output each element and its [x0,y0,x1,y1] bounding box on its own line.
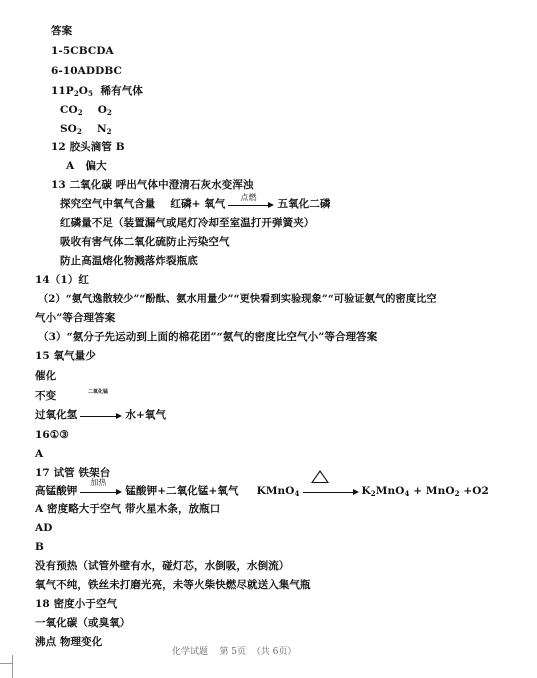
reaction-condition: 点燃 [240,193,257,202]
subscript: 5 [88,89,94,98]
subscript: 2 [106,127,112,136]
text-run: SO [60,123,77,135]
page-corner-mark [12,655,13,678]
reaction-arrow [80,478,122,498]
answer-line-13-d: 吸收有害气体二氧化硫防止污染空气 [60,236,230,248]
answer-line-18-c: 沸点 物理变化 [35,636,103,648]
answer-heading: 答案 [51,25,73,37]
text-run: 高锰酸钾 [35,485,78,497]
answer-line-12: 12 胶头滴管 B [51,141,125,153]
answer-line-13-e: 防止高温熔化物溅落炸裂瓶底 [60,255,198,267]
text-run: KMnO [256,485,295,497]
text-run: + MnO [409,485,455,497]
reaction-arrow [303,484,359,498]
answer-line-13: 13 二氧化碳 呼出气体中澄清石灰水变浑浊 [51,179,254,191]
answer-line-17: 17 试管 铁架台 [35,467,111,479]
answer-line-15: 15 氧气量少 [35,350,96,362]
answer-line-14-2: （2）“氨气逸散较少”“酚酞、氨水用量少”“更快看到实验现象”“可验证氨气的密度比空 [38,293,437,305]
text-run: +O2 [459,485,489,497]
text-run: 水+氧气 [125,409,167,421]
answer-line-11 [51,84,143,101]
answer-line-6-10: 6-10ADDBC [51,65,122,77]
subscript: 2 [370,489,376,498]
text-run: 11P [51,85,74,97]
answer-line-15-b: 催化 [35,370,57,382]
text-run: N [81,123,107,135]
catalyst-note: 二氧化锰 [88,389,109,395]
answer-line-17-d: B [35,541,44,553]
text-run: CO [60,104,78,116]
page-corner-mark [0,663,12,664]
text-run: 过氧化氢 [35,409,78,421]
answer-line-12-b: A 偏大 [66,160,107,172]
answer-line-16-b: A [35,448,44,460]
subscript: 2 [76,127,82,136]
answer-line-17-c: AD [35,522,53,534]
answer-line-18-b: 一氧化碳（或臭氧） [35,617,131,629]
answer-line-17-e: 没有预热（试管外壁有水，碰灯芯，水倒吸，水倒流） [35,560,290,572]
text-run: 锰酸钾+二氧化锰+氧气 [125,485,239,497]
answer-line-11-formulas-a [60,103,112,120]
subscript: 2 [77,108,83,117]
text-run: K [361,485,371,497]
answer-line-14-3: （3）“氨分子先运动到上面的棉花团”“氨气的密度比空气小”等合理答案 [38,331,378,343]
answer-line-18: 18 密度小于空气 [35,598,118,610]
answer-line-13-c: 红磷量不足（装置漏气或尾灯冷却至室温打开弹簧夹） [60,217,315,229]
text-run: O [82,104,107,116]
answer-line-11-formulas-b [60,122,112,139]
text-run: 稀有气体 [93,85,143,97]
answer-line-15-c: 不变 [35,390,57,402]
heating-triangle-icon [311,470,329,483]
reaction-condition: 加热 [90,478,107,487]
answer-line-16: 16①③ [35,429,69,441]
text-run: O [78,85,89,97]
page-footer: 化学试题 第 5页 （共 6页） [172,647,297,657]
answer-line-14-2-cont: 气小”等合理答案 [35,312,116,324]
answer-line-15-equation [35,408,166,422]
text-run: MnO [375,485,405,497]
subscript: 2 [73,89,79,98]
answer-line-13-equation [60,193,331,211]
subscript: 4 [294,489,300,498]
answer-line-17-equation [35,478,489,501]
reaction-arrow [228,193,274,211]
subscript: 2 [106,108,112,117]
answer-line-17-b: A 密度略大于空气 带火星木条，放瓶口 [35,503,221,515]
text-run: 探究空气中氧气含量 红磷+ 氧气 [60,198,226,210]
subscript: 4 [404,489,410,498]
answer-line-14: 14（1）红 [35,274,90,286]
subscript: 2 [454,489,460,498]
answer-line-1-5: 1-5CBCDA [51,45,114,57]
reaction-arrow [80,408,122,422]
text-run: 五氧化二磷 [277,198,331,210]
answer-line-17-f: 氧气不纯，铁丝未打磨光亮，未等火柴快燃尽就送入集气瓶 [35,579,311,591]
